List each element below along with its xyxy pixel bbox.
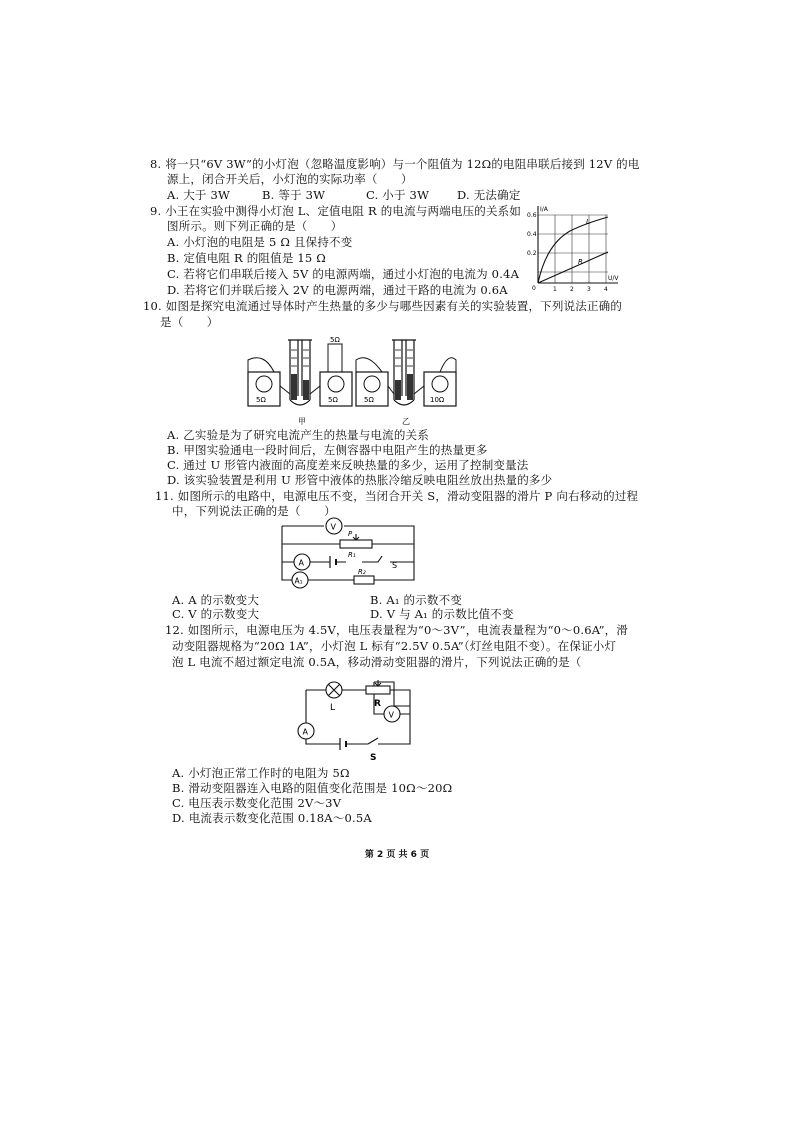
q12-option-c: C. 电压表示数变化范围 2V～3V [172,796,342,810]
q12-rheostat [366,686,390,694]
jia-liquid-right [303,380,309,400]
yi-right-resistor: 10Ω [430,396,445,404]
yi-liquid-left [395,380,401,400]
jia-mid-resistor: 5Ω [328,396,338,404]
q11-ammeter-a-label: A [298,558,304,568]
jia-top-resistor: 5Ω [330,336,340,344]
q12-lamp-label: L [330,703,336,713]
jia-parallel-wire [328,344,342,372]
y-tick-04: 0.4 [527,231,537,238]
jia-tubing [280,386,320,394]
figure-label-jia: 甲 [298,417,306,426]
q10-stem-line2: 是（ ） [160,315,219,329]
graph-grid [538,215,608,283]
q10-option-c: C. 通过 U 形管内液面的高度差来反映热量的多少，运用了控制变量法 [167,458,529,472]
q11-stem-line2: 中，下列说法正确的是（ ） [172,504,336,518]
q9-option-c: C. 若将它们串联后接入 5V 的电源两端，通过小灯泡的电流为 0.4A [167,267,520,281]
q11-voltmeter-label: V [330,522,336,532]
figure-label-yi: 乙 [402,417,410,426]
q10-stem-line1: 10. 如图是探究电流通过导体时产生热量的多少与哪些因素有关的实验装置，下列说法正确的 [143,299,623,313]
q9-option-d: D. 若将它们并联后接入 2V 的电源两端，通过干路的电流为 0.6A [167,283,508,297]
jia-flask-mid [328,376,344,392]
jia-left-resistor: 5Ω [256,396,266,404]
q9-option-b: B. 定值电阻 R 的阻值是 15 Ω [167,251,327,265]
q9-stem-line2: 图所示。则下列正确的是（ ） [167,219,343,233]
q8-option-a: A. 大于 3W [167,188,231,202]
jia-tube-scale [291,350,309,366]
yi-liquid-right [407,374,413,400]
q12-stem-line1: 12. 如图所示，电源电压为 4.5V，电压表量程为“0～3V”，电流表量程为“0～0.6A”，滑 [165,623,629,637]
x-tick-4: 4 [604,286,608,293]
q11-r1-label: R₁ [348,551,356,559]
yi-tube-scale [395,350,413,366]
q9-stem-line1: 9. 小王在实验中测得小灯泡 L、定值电阻 R 的电流与两端电压的关系如 [150,204,522,218]
y-tick-02: 0.2 [527,250,537,257]
curve-l [538,217,608,283]
q11-option-c: C. V 的示数变大 [172,607,260,621]
line-r-label: R [578,258,583,266]
y-axis-unit: I/A [540,206,548,213]
jia-lead-wire [248,358,274,372]
x-tick-1: 1 [553,286,557,293]
q10-option-d: D. 该实验装置是利用 U 形管中液体的热胀冷缩反映电阻丝放出热量的多少 [167,473,553,487]
q10-heat-apparatus [244,330,464,430]
q12-stem-line3: 泡 L 电流不超过额定电流 0.5A，移动滑动变阻器的滑片，下列说法正确的是（ [172,655,582,669]
q11-option-d: D. V 与 A₁ 的示数比值不变 [370,607,514,621]
q11-switch-label: S [392,561,398,570]
page-footer: 第 2 页 共 6 页 [364,850,430,860]
q11-option-b: B. A₁ 的示数不变 [370,593,463,607]
x-tick-2: 2 [570,286,574,293]
y-tick-06: 0.6 [527,212,537,219]
q8-option-d: D. 无法确定 [457,188,521,202]
q11-r2-label: R₂ [358,568,366,576]
q8-option-b: B. 等于 3W [262,188,326,202]
q10-option-b: B. 甲图实验通电一段时间后，左侧容器中电阻产生的热量更多 [167,443,488,457]
x-axis-unit: U/V [608,275,619,282]
jia-liquid-left [291,374,297,400]
q12-rheostat-label: R [374,699,381,709]
q12-option-b: B. 滑动变阻器连入电路的阻值变化范围是 10Ω～20Ω [172,781,453,795]
q11-option-a: A. A 的示数变大 [172,593,260,607]
yi-left-resistor: 5Ω [364,396,374,404]
q8-stem-line1: 8. 将一只“6V 3W”的小灯泡（忽略温度影响）与一个阻值为 12Ω的电阻串联后接到 12V 的电 [150,157,640,171]
q12-option-a: A. 小灯泡正常工作时的电阻为 5Ω [172,766,350,780]
jia-flask-left [256,376,272,392]
yi-flask-right [432,376,448,392]
q12-switch-label: S [370,753,377,763]
q11-resistor-r2 [354,576,374,584]
q9-option-a: A. 小灯泡的电阻是 5 Ω 且保持不变 [167,235,353,249]
curve-l-label: L [586,218,590,226]
q11-slider-label: P [348,530,353,538]
yi-flask-left [364,376,380,392]
q9-iu-graph [522,203,622,293]
q12-voltmeter-label: V [388,710,394,720]
q11-ammeter-a1-label: A₁ [294,576,303,586]
line-r [538,252,608,283]
q12-option-d: D. 电流表示数变化范围 0.18A～0.5A [172,811,372,825]
q12-ammeter-label: A [302,727,308,737]
q11-stem-line1: 11. 如图所示的电路中，电源电压不变，当闭合开关 S，滑动变阻器的滑片 P 向右移动的过程 [155,489,639,503]
q11-circuit-diagram [274,516,424,594]
q12-circuit-diagram [288,676,418,766]
q11-rheostat-r1 [340,540,372,548]
q8-option-c: C. 小于 3W [366,188,430,202]
q12-stem-line2: 动变阻器规格为“20Ω 1A”，小灯泡 L 标有“2.5V 0.5A”（灯丝电阻不变）。在保证小灯 [172,639,617,653]
q10-option-a: A. 乙实验是为了研究电流产生的热量与电流的关系 [167,428,429,442]
q8-stem-line2: 源上，闭合开关后，小灯泡的实际功率（ ） [167,172,413,186]
x-tick-3: 3 [587,286,591,293]
origin-label: 0 [532,285,536,292]
